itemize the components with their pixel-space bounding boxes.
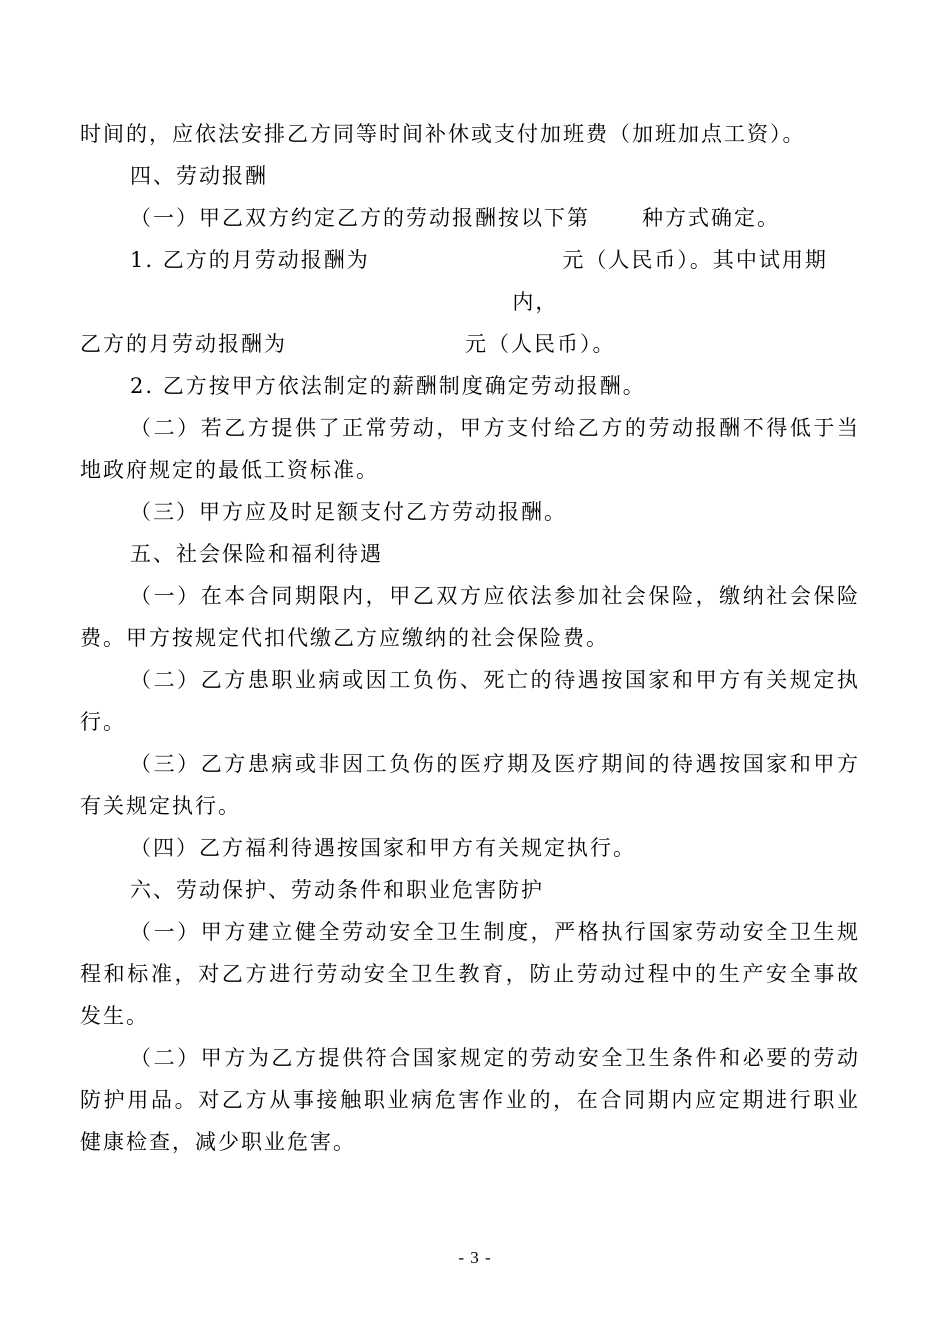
paragraph-remuneration-method [80, 197, 860, 239]
section-heading-remuneration: 四、劳动报酬 [130, 164, 268, 188]
paragraph-medical-period: （三）乙方患病或非因工负伤的医疗期及医疗期间的待遇按国家和甲方有关规定执行。 [80, 752, 860, 818]
monthly-salary-text: 1. 乙方的月劳动报酬为 [130, 248, 370, 272]
contract-body [80, 113, 860, 1163]
paragraph-timely-payment: （三）甲方应及时足额支付乙方劳动报酬。 [130, 500, 567, 524]
paragraph-protective-equipment: （二）甲方为乙方提供符合国家规定的劳动安全卫生条件和必要的劳动防护用品。对乙方从事接触职业病危害作业的，在合同期内应定期进行职业健康检查，减少职业危害。 [80, 1046, 860, 1154]
probation-salary-unit: 元（人民币）。 [465, 332, 616, 356]
paragraph-salary-system: 2. 乙方按甲方依法制定的薪酬制度确定劳动报酬。 [130, 374, 646, 398]
paragraph-social-insurance: （一）在本合同期限内，甲乙双方应依法参加社会保险，缴纳社会保险费。甲方按规定代扣代缴乙方应缴纳的社会保险费。 [80, 584, 860, 650]
paragraph-monthly-salary [80, 239, 860, 323]
paragraph-minimum-wage: （二）若乙方提供了正常劳动，甲方支付给乙方的劳动报酬不得低于当地政府规定的最低工资标准。 [80, 416, 860, 482]
remuneration-method-text: （一）甲乙双方约定乙方的劳动报酬按以下第 [130, 206, 590, 230]
paragraph-overtime-continued: 时间的，应依法安排乙方同等时间补休或支付加班费（加班加点工资）。 [80, 122, 806, 146]
remuneration-method-suffix: 种方式确定。 [642, 206, 780, 230]
paragraph-occupational-disease: （二）乙方患职业病或因工负伤、死亡的待遇按国家和甲方有关规定执行。 [80, 668, 860, 734]
section-heading-labor-protection: 六、劳动保护、劳动条件和职业危害防护 [130, 878, 544, 902]
paragraph-probation-salary [80, 323, 860, 365]
paragraph-welfare: （四）乙方福利待遇按国家和甲方有关规定执行。 [130, 836, 636, 860]
probation-salary-text: 乙方的月劳动报酬为 [80, 332, 287, 356]
monthly-salary-unit: 元（人民币）。其中试用期内， [512, 248, 828, 314]
page-number: - 3 - [458, 1248, 492, 1267]
paragraph-safety-system: （一）甲方建立健全劳动安全卫生制度，严格执行国家劳动安全卫生规程和标准，对乙方进行劳动安全卫生教育，防止劳动过程中的生产安全事故发生。 [80, 920, 860, 1028]
section-heading-social-insurance: 五、社会保险和福利待遇 [130, 542, 383, 566]
